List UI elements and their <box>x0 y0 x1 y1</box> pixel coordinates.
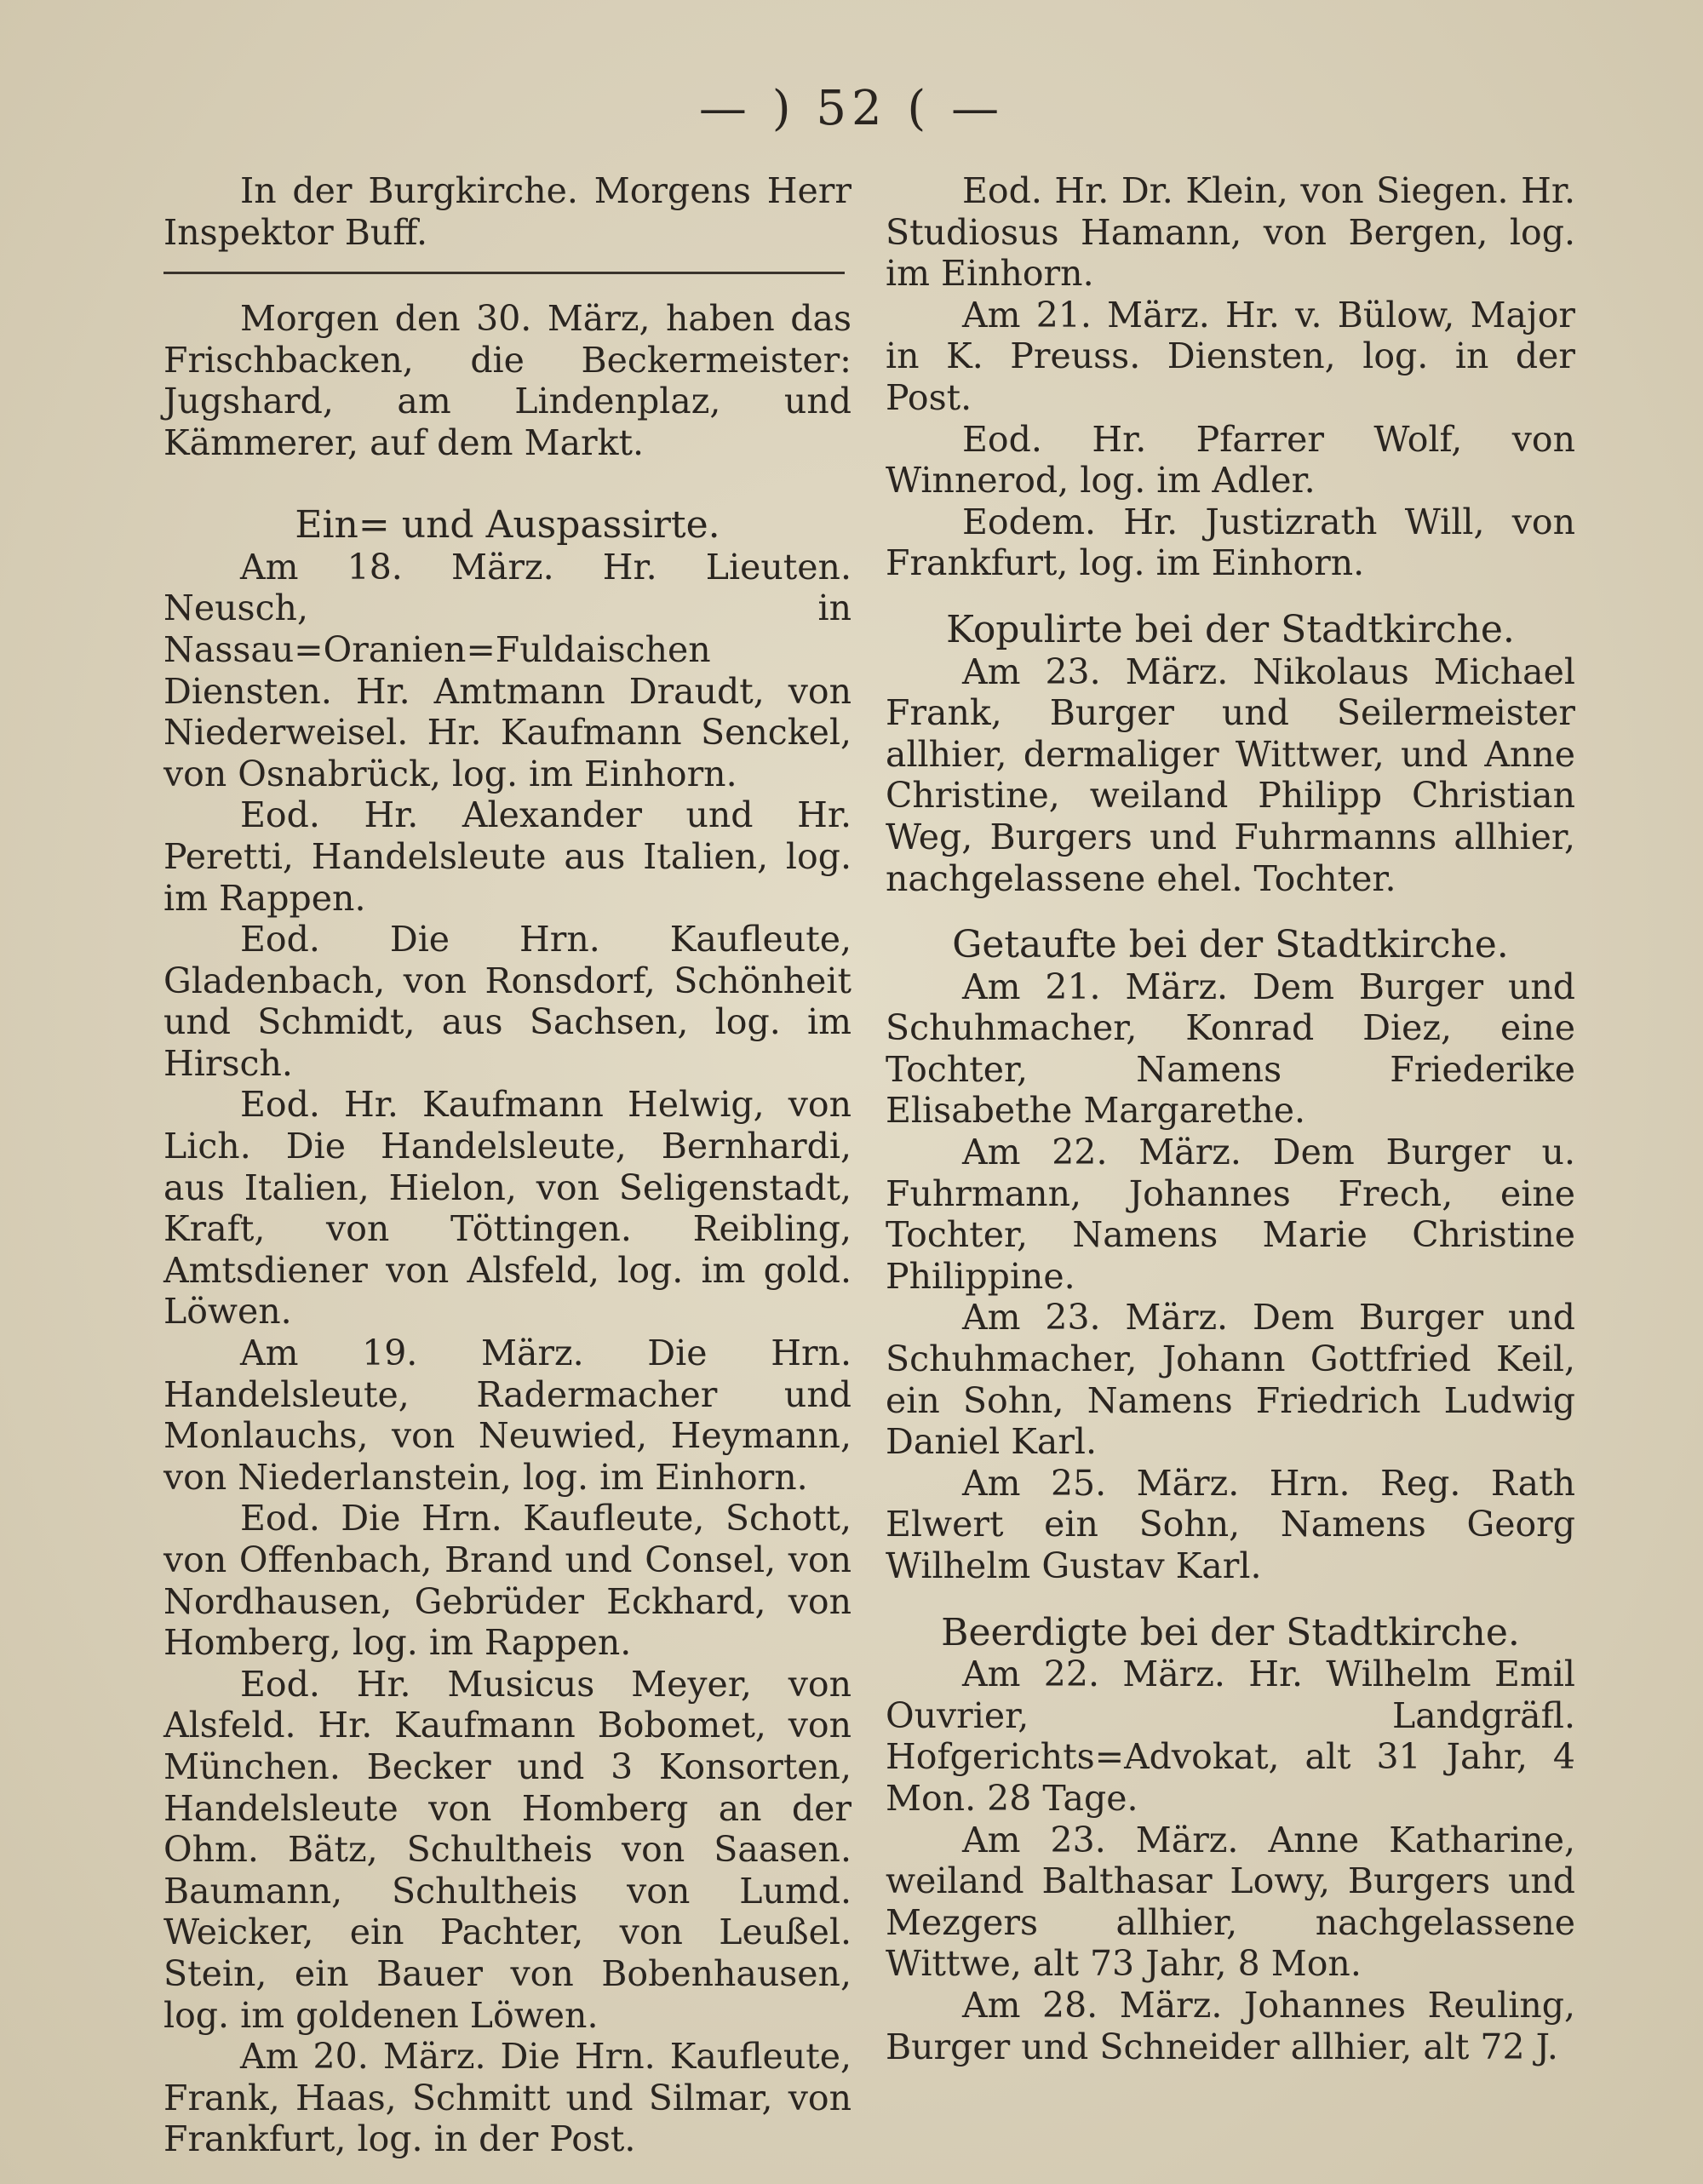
passirte-entry: Eod. Die Hrn. Kaufleute, Schott, von Offenbach, Brand und Consel, von Nordhausen, Gebrüder Eckhard, von Homberg, log. im Rappen. <box>163 1498 852 1664</box>
left-column <box>163 170 852 2160</box>
passirte-entry: Eod. Hr. Alexander und Hr. Peretti, Handelsleute aus Italien, log. im Rappen. <box>163 794 852 919</box>
beerdigte-entry: Am 23. März. Anne Katharine, weiland Balthasar Lowy, Burgers und Mezgers allhier, nachgelassene Wittwe, alt 73 Jahr, 8 Mon. <box>886 1819 1575 1985</box>
passirte-entry: Eod. Hr. Pfarrer Wolf, von Winnerod, log. im Adler. <box>886 418 1575 502</box>
frischbacken-notice: Morgen den 30. März, haben das Frischbacken, die Beckermeister: Jugshard, am Lindenplaz, und Kämmerer, auf dem Markt. <box>163 298 852 463</box>
passirte-entry: Eod. Die Hrn. Kaufleute, Gladenbach, von Ronsdorf, Schönheit und Schmidt, aus Sachsen, log. im Hirsch. <box>163 919 852 1084</box>
passirte-entry: Eod. Hr. Musicus Meyer, von Alsfeld. Hr. Kaufmann Bobomet, von München. Becker und 3 Konsorten, Handelsleute von Homberg an der Ohm. Bätz, Schultheis von Saasen. Baumann, Schultheis von Lumd. Weicker, ein Pachter, von Leußel. Stein, ein Bauer von Bobenhausen, log. im goldenen Löwen. <box>163 1663 852 2036</box>
getaufte-entry: Am 25. März. Hrn. Reg. Rath Elwert ein Sohn, Namens Georg Wilhelm Gustav Karl. <box>886 1462 1575 1586</box>
passirte-entry: Am 18. März. Hr. Lieuten. Neusch, in Nassau=Oranien=Fuldaischen Diensten. Hr. Amtmann Draudt, von Niederweisel. Hr. Kaufmann Senckel, von Osnabrück, log. im Einhorn. <box>163 546 852 794</box>
passirte-entry: Am 19. März. Die Hrn. Handelsleute, Radermacher und Monlauchs, von Neuwied, Heymann, von Niederlanstein, log. im Einhorn. <box>163 1333 852 1498</box>
heading-passirte: Ein= und Auspassirte. <box>295 503 720 547</box>
getaufte-entry: Am 21. März. Dem Burger und Schuhmacher, Konrad Diez, eine Tochter, Namens Friederike Elisabethe Margarethe. <box>886 966 1575 1132</box>
page-number: — ) 52 ( — <box>698 81 1005 136</box>
section-divider <box>163 272 845 274</box>
burgkirche-notice: In der Burgkirche. Morgens Herr Inspektor Buff. <box>163 170 852 253</box>
beerdigte-entry: Am 22. März. Hr. Wilhelm Emil Ouvrier, Landgräfl. Hofgerichts=Advokat, alt 31 Jahr, 4 Mon. 28 Tage. <box>886 1654 1575 1819</box>
right-column <box>886 170 1575 2067</box>
passirte-entry: Eod. Hr. Kaufmann Helwig, von Lich. Die Handelsleute, Bernhardi, aus Italien, Hielon, von Seligenstadt, Kraft, von Töttingen. Reibling, Amtsdiener von Alsfeld, log. im gold. Löwen. <box>163 1084 852 1333</box>
getaufte-entry: Am 23. März. Dem Burger und Schuhmacher, Johann Gottfried Keil, ein Sohn, Namens Friedrich Ludwig Daniel Karl. <box>886 1297 1575 1463</box>
passirte-entry: Eod. Hr. Dr. Klein, von Siegen. Hr. Studiosus Hamann, von Bergen, log. im Einhorn. <box>886 170 1575 295</box>
passirte-entry: Am 21. März. Hr. v. Bülow, Major in K. Preuss. Diensten, log. in der Post. <box>886 294 1575 418</box>
kopulirte-entry: Am 23. März. Nikolaus Michael Frank, Burger und Seilermeister allhier, dermaliger Wittwer, und Anne Christine, weiland Philipp Christian Weg, Burgers und Fuhrmanns allhier, nachgelassene ehel. Tochter. <box>886 651 1575 899</box>
passirte-entry: Eodem. Hr. Justizrath Will, von Frankfurt, log. im Einhorn. <box>886 501 1575 584</box>
heading-kopulirte: Kopulirte bei der Stadtkirche. <box>946 607 1515 651</box>
getaufte-entry: Am 22. März. Dem Burger u. Fuhrmann, Johannes Frech, eine Tochter, Namens Marie Christine Philippine. <box>886 1132 1575 1297</box>
heading-beerdigte: Beerdigte bei der Stadtkirche. <box>941 1610 1520 1654</box>
beerdigte-entry: Am 28. März. Johannes Reuling, Burger und Schneider allhier, alt 72 J. <box>886 1984 1575 2067</box>
heading-getaufte: Getaufte bei der Stadtkirche. <box>952 923 1509 967</box>
passirte-entry: Am 20. März. Die Hrn. Kaufleute, Frank, Haas, Schmitt und Silmar, von Frankfurt, log. in der Post. <box>163 2036 852 2160</box>
